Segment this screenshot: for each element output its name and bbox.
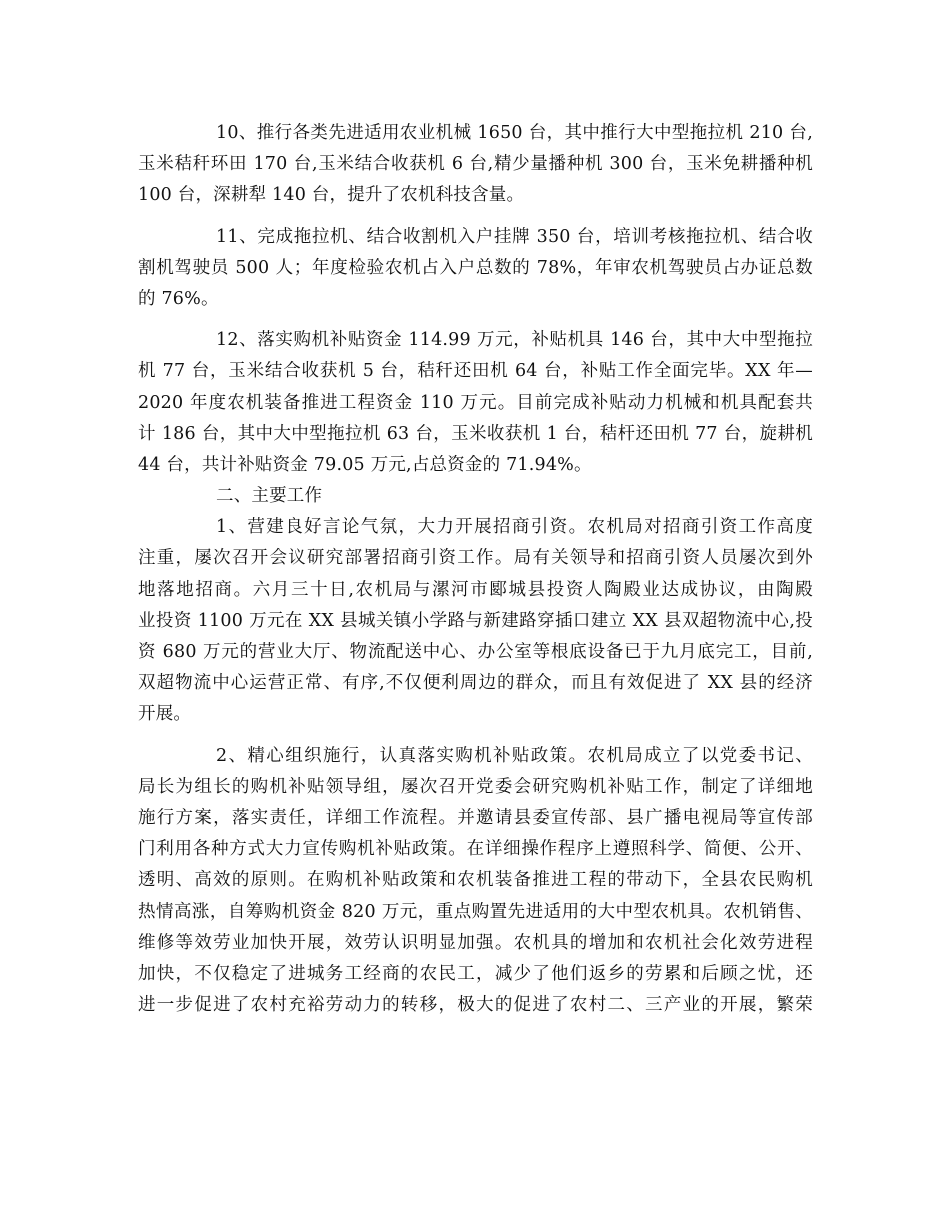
text-line: 2020 年度农机装备推进工程资金 110 万元。目前完成补贴动力机械和机具配套共 xyxy=(138,392,813,413)
paragraph-work-2 xyxy=(138,741,813,1022)
text-line: 玉米秸秆环田 170 台,玉米结合收获机 6 台,精少量播种机 300 台，玉米免耕播种机 xyxy=(138,154,813,175)
text-line: 双超物流中心运营正常、有序,不仅便利周边的群众，而且有效促进了 XX 县的经济 xyxy=(138,673,813,694)
text-line: 10、推行各类先进适用农业机械 1650 台，其中推行大中型拖拉机 210 台, xyxy=(216,123,813,143)
paragraph-work-1 xyxy=(138,512,813,730)
text-line: 透明、高效的原则。在购机补贴政策和农机装备推进工程的带动下，全县农民购机 xyxy=(138,870,813,891)
text-line: 加快，不仅稳定了进城务工经商的农民工，减少了他们返乡的劳累和后顾之忧，还 xyxy=(138,963,813,984)
text-line: 热情高涨，自筹购机资金 820 万元，重点购置先进适用的大中型农机具。农机销售、 xyxy=(138,901,813,922)
text-line: 的 76%。 xyxy=(138,288,219,309)
text-line: 进一步促进了农村充裕劳动力的转移，极大的促进了农村二、三产业的开展，繁荣 xyxy=(138,995,813,1016)
text-line: 施行方案，落实责任，详细工作流程。并邀请县委宣传部、县广播电视局等宣传部 xyxy=(138,807,813,828)
paragraph-item-12 xyxy=(138,325,813,481)
section-heading: 二、主要工作 xyxy=(216,486,323,507)
text-line: 资 680 万元的营业大厅、物流配送中心、办公室等根底设备已于九月底完工，目前, xyxy=(138,642,813,662)
text-line: 11、完成拖拉机、结合收割机入户挂牌 350 台，培训考核拖拉机、结合收 xyxy=(216,226,813,247)
text-line: 开展。 xyxy=(138,704,192,725)
text-line: 计 186 台，其中大中型拖拉机 63 台，玉米收获机 1 台，秸杆还田机 77 台，旋耕机 xyxy=(138,423,813,444)
paragraph-item-10 xyxy=(138,118,813,212)
paragraph-item-11 xyxy=(138,222,813,316)
text-line: 100 台，深耕犁 140 台，提升了农机科技含量。 xyxy=(138,185,525,206)
text-line: 44 台，共计补贴资金 79.05 万元,占总资金的 71.94%。 xyxy=(138,454,592,475)
text-line: 2、精心组织施行，认真落实购机补贴政策。农机局成立了以党委书记、 xyxy=(216,745,813,766)
text-line: 注重，屡次召开会议研究部署招商引资工作。局有关领导和招商引资人员屡次到外 xyxy=(138,548,813,569)
text-line: 门利用各种方式大力宣传购机补贴政策。在详细操作程序上遵照科学、简便、公开、 xyxy=(138,839,813,860)
document-body xyxy=(138,118,813,1021)
text-line: 局长为组长的购机补贴领导组，屡次召开党委会研究购机补贴工作，制定了详细地 xyxy=(138,776,813,797)
text-line: 地落地招商。六月三十日,农机局与漯河市郾城县投资人陶殿业达成协议，由陶殿 xyxy=(138,579,813,600)
text-line: 业投资 1100 万元在 XX 县城关镇小学路与新建路穿插口建立 XX 县双超物流中心,投 xyxy=(138,610,813,631)
section-heading-main-work xyxy=(138,481,813,512)
text-line: 割机驾驶员 500 人；年度检验农机占入户总数的 78%，年审农机驾驶员占办证总数 xyxy=(138,257,813,278)
text-line: 维修等效劳业加快开展，效劳认识明显加强。农机具的增加和农机社会化效劳进程 xyxy=(138,932,813,953)
text-line: 12、落实购机补贴资金 114.99 万元，补贴机具 146 台，其中大中型拖拉 xyxy=(216,330,813,351)
text-line: 1、营建良好言论气氛，大力开展招商引资。农机局对招商引资工作高度 xyxy=(216,517,813,538)
text-line: 机 77 台，玉米结合收获机 5 台，秸秆还田机 64 台，补贴工作全面完毕。XX 年— xyxy=(138,361,813,382)
